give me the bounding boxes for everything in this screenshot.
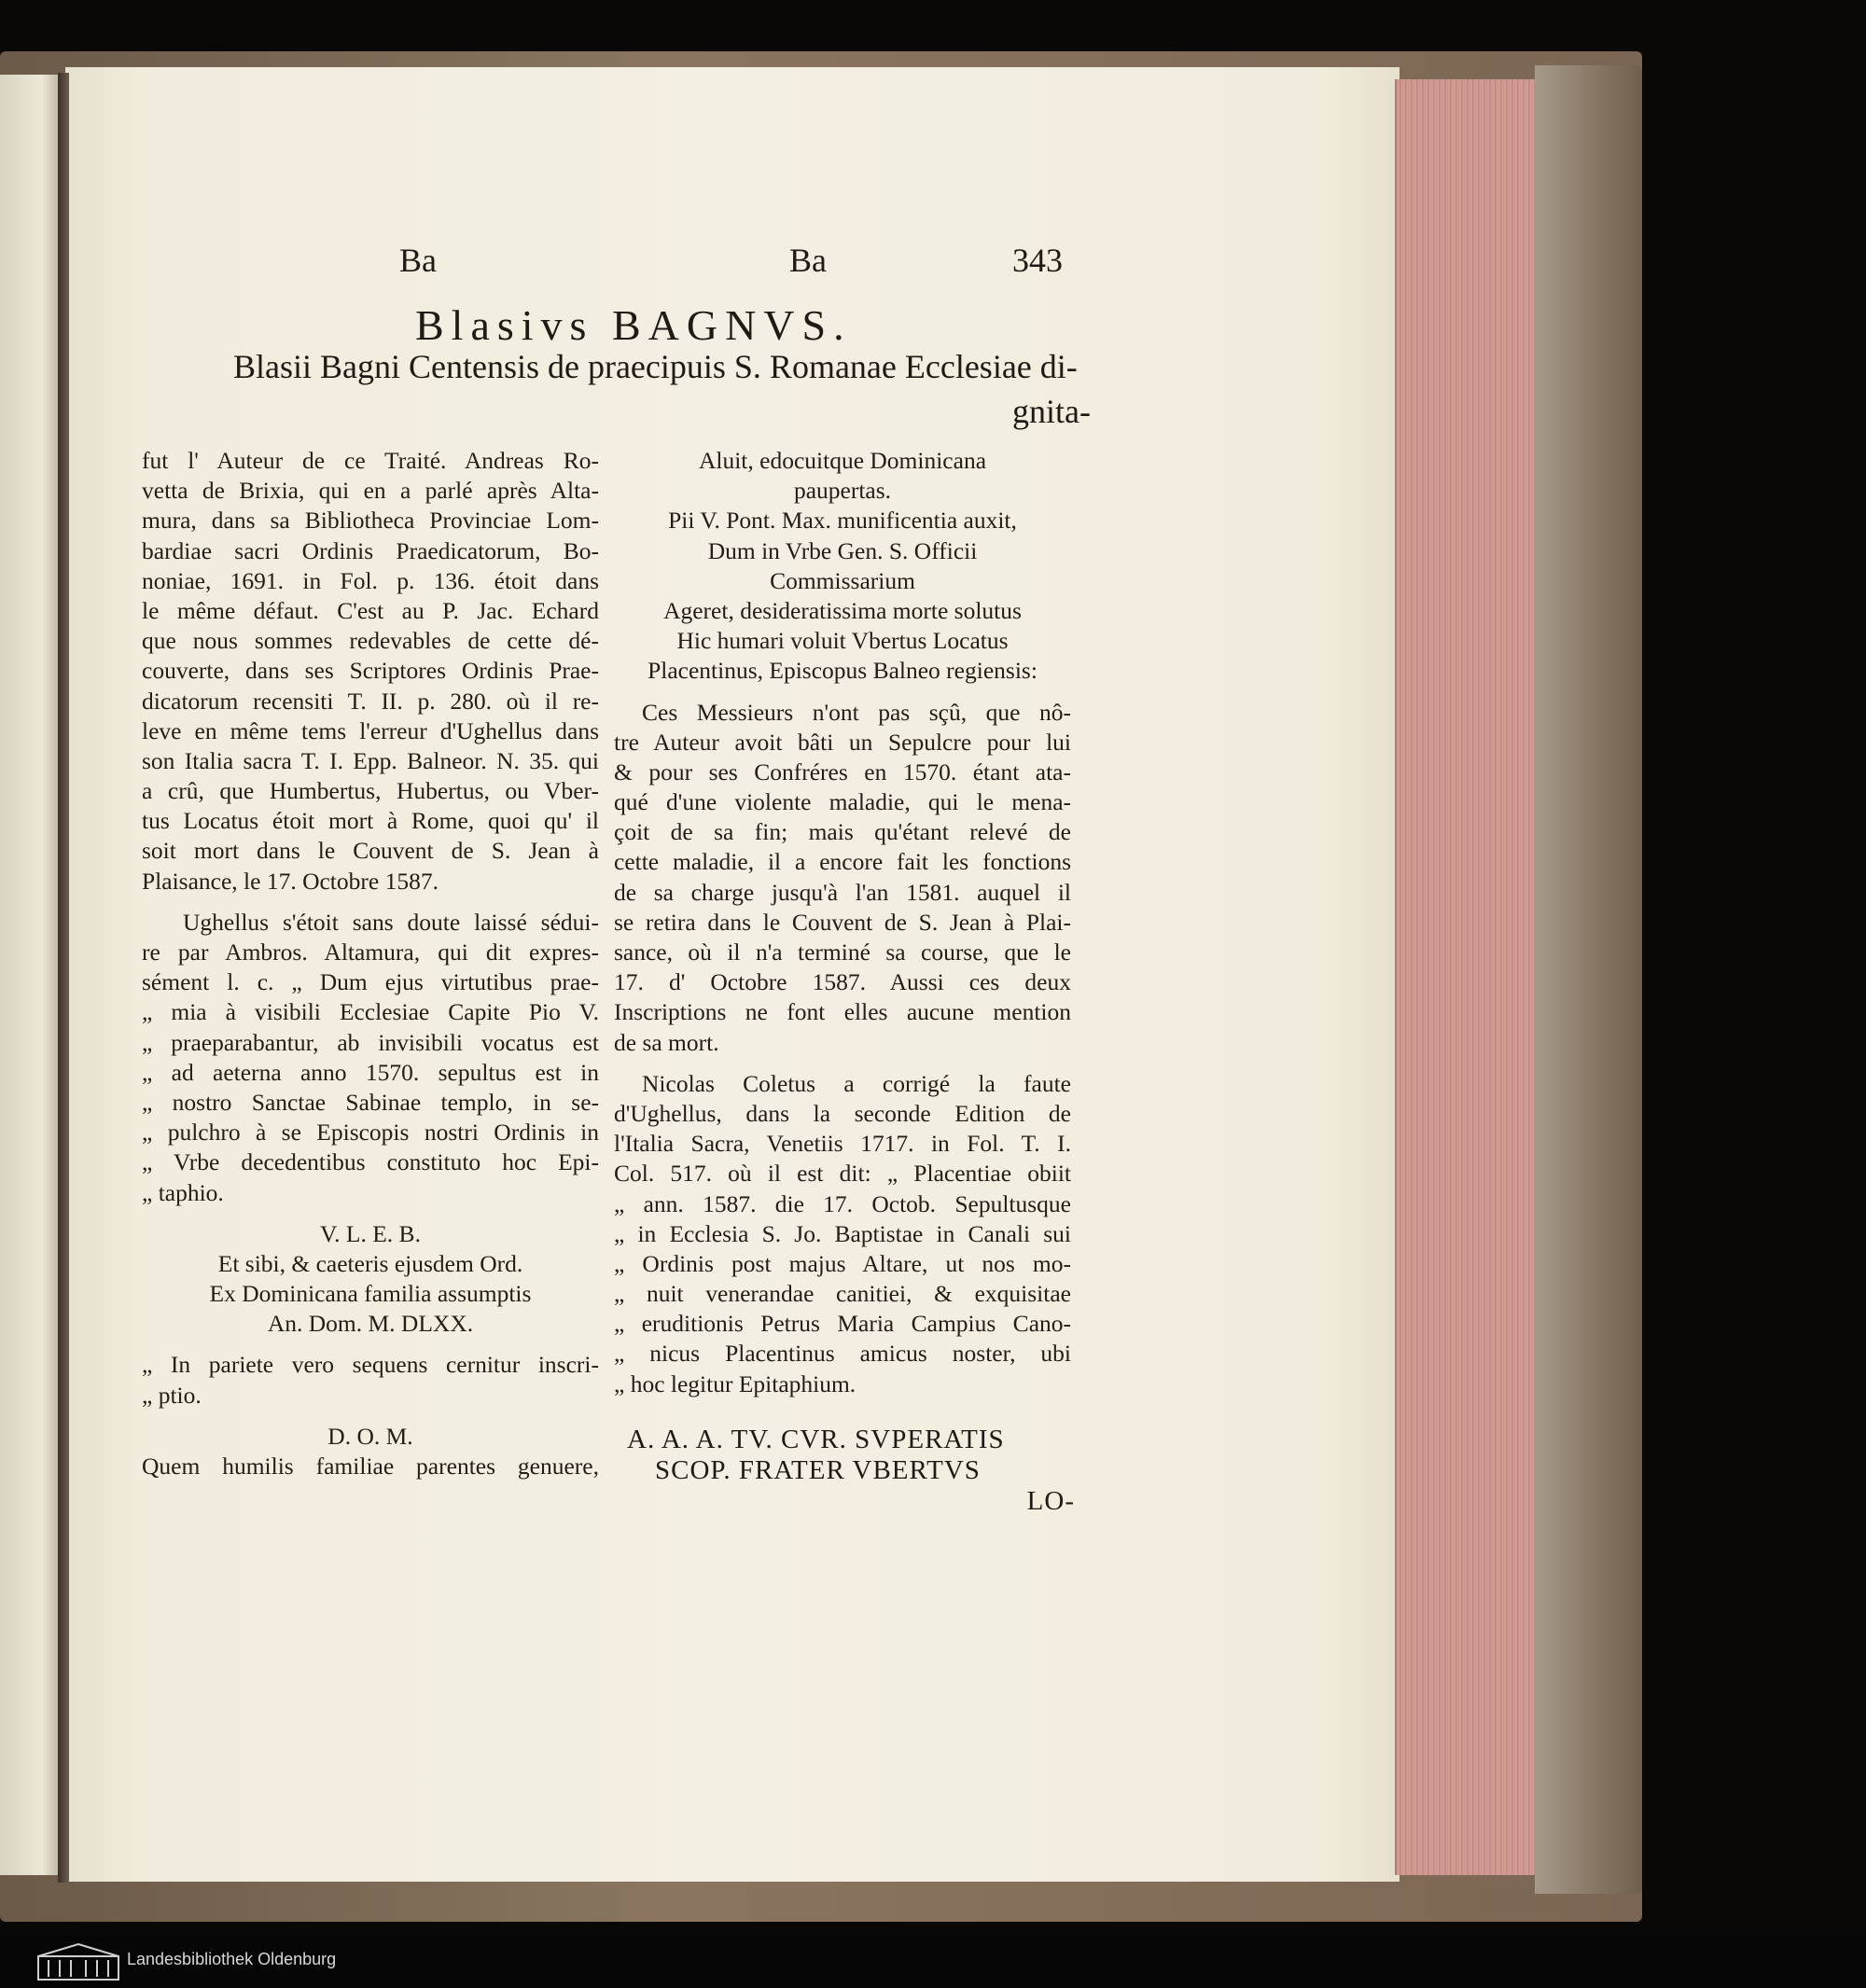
text-line: qué d'une violente maladie, qui le mena-	[614, 788, 1071, 816]
text-line: & pour ses Confréres en 1570. étant ata-	[614, 758, 1071, 785]
text-line: „ nostro Sanctae Sabinae templo, in se-	[142, 1088, 599, 1116]
gutter	[58, 73, 69, 1883]
running-head-center: Ba	[789, 242, 827, 279]
text-line: a crû, que Humbertus, Hubertus, ou Vber-	[142, 777, 599, 805]
epitaph-line: paupertas.	[793, 477, 892, 505]
text-line: dicatorum recensiti T. II. p. 280. où il re-	[142, 687, 599, 715]
text-line: „ pulchro à se Episcopis nostri Ordinis in	[142, 1119, 599, 1147]
page-number: 343	[1012, 242, 1063, 279]
entry-subtitle-continuation: gnita-	[1012, 393, 1091, 430]
text-line: „ in Ecclesia S. Jo. Baptistae in Canali sui	[614, 1219, 1071, 1247]
text-line: de sa charge jusqu'à l'an 1581. auquel il	[614, 878, 1071, 906]
text-line: „ mia à visibili Ecclesiae Capite Pio V.	[142, 998, 599, 1026]
epitaph-line: Pii V. Pont. Max. munificentia auxit,	[668, 507, 1017, 535]
text-line: bardiae sacri Ordinis Praedicatorum, Bo-	[142, 536, 599, 564]
text-line: mura, dans sa Bibliotheca Provinciae Lom-	[142, 507, 599, 535]
text-line: Col. 517. où il est dit: „ Placentiae obiit	[614, 1160, 1071, 1188]
page-edges	[1395, 79, 1537, 1875]
entry-subtitle: Blasii Bagni Centensis de praecipuis S. Romanae Ecclesiae di-	[233, 348, 1078, 385]
text-line: „ Ordinis post majus Altare, ut nos mo-	[614, 1249, 1071, 1277]
left-page-edge	[0, 75, 61, 1875]
entry-title: Blasivs BAGNVS.	[415, 301, 852, 349]
footer-bar	[0, 1936, 1866, 1988]
epitaph-line: Ageret, desideratissima morte solutus	[663, 596, 1022, 624]
text-line: re par Ambros. Altamura, qui dit expres-	[142, 938, 599, 966]
text-line: Nicolas Coletus a corrigé la faute	[642, 1069, 1071, 1097]
library-name: Landesbibliothek Oldenburg	[127, 1950, 337, 1968]
epitaph-line: Hic humari voluit Vbertus Locatus	[676, 627, 1009, 655]
text-line: se retira dans le Couvent de S. Jean à Plai-	[614, 908, 1071, 936]
text-line: d'Ughellus, dans la seconde Edition de	[614, 1099, 1071, 1127]
inscription-heading: D. O. M.	[327, 1422, 413, 1450]
epitaph-line: Aluit, edocuitque Dominicana	[698, 447, 987, 474]
inscription-line: V. L. E. B.	[320, 1219, 421, 1247]
epitaph-capitals-line: SCOP. FRATER VBERTVS	[655, 1455, 981, 1485]
text-line: vetta de Brixia, qui en a parlé après Alta-	[142, 477, 599, 505]
catchword: LO-	[1026, 1486, 1075, 1516]
text-line: son Italia sacra T. I. Epp. Balneor. N. 35. qui	[142, 746, 599, 774]
library-building-icon	[37, 1943, 119, 1981]
epitaph-line: Dum in Vrbe Gen. S. Officii	[707, 536, 978, 564]
text-line: de sa mort.	[614, 1028, 719, 1056]
inscription-line: Et sibi, & caeteris ejusdem Ord.	[217, 1249, 523, 1277]
text-line: çoit de sa fin; mais qu'étant relevé de	[614, 818, 1071, 846]
text-line: Ces Messieurs n'ont pas sçû, que nô-	[642, 698, 1071, 726]
text-line: tre Auteur avoit bâti un Sepulcre pour lui	[614, 728, 1071, 756]
text-line: noniae, 1691. in Fol. p. 136. étoit dans	[142, 566, 599, 594]
text-line: que nous sommes redevables de cette dé-	[142, 627, 599, 655]
epitaph-capitals	[627, 1425, 1075, 1517]
epitaph-line: Commissarium	[770, 566, 915, 594]
text-line: 17. d' Octobre 1587. Aussi ces deux	[614, 968, 1071, 996]
inscription-line: An. Dom. M. DLXX.	[267, 1310, 474, 1338]
left-column	[142, 446, 599, 1481]
epitaph-line: Placentinus, Episcopus Balneo regiensis:	[648, 657, 1037, 685]
text-line: Quem humilis familiae parentes genuere,	[142, 1453, 599, 1480]
text-line: tus Locatus étoit mort à Rome, quoi qu' il	[142, 807, 599, 835]
text-line: fut l' Auteur de ce Traité. Andreas Ro-	[142, 447, 599, 474]
text-line: le même défaut. C'est au P. Jac. Echard	[142, 596, 599, 624]
text-line: sément l. c. „ Dum ejus virtutibus prae-	[142, 968, 599, 996]
right-column	[614, 446, 1071, 1399]
text-line: „ nuit venerandae canitiei, & exquisitae	[614, 1280, 1071, 1308]
text-line: sance, où il n'a terminé sa course, que le	[614, 938, 1071, 966]
text-line: „ praeparabantur, ab invisibili vocatus est	[142, 1028, 599, 1056]
cover-edge	[1535, 65, 1642, 1894]
text-line: „ nicus Placentinus amicus noster, ubi	[614, 1340, 1071, 1368]
text-line: „ taphio.	[142, 1178, 224, 1206]
text-line: l'Italia Sacra, Venetiis 1717. in Fol. T. I.	[614, 1130, 1071, 1158]
running-head-left: Ba	[399, 242, 437, 279]
inscription-line: Ex Dominicana familia assumptis	[209, 1280, 532, 1308]
text-line: „ ad aeterna anno 1570. sepultus est in	[142, 1058, 599, 1086]
text-line: couverte, dans ses Scriptores Ordinis Prae-	[142, 657, 599, 685]
text-line: „ ann. 1587. die 17. Octob. Sepultusque	[614, 1189, 1071, 1217]
text-line: cette maladie, il a encore fait les fonctions	[614, 848, 1071, 876]
text-line: „ eruditionis Petrus Maria Campius Cano-	[614, 1310, 1071, 1338]
text-line: „ ptio.	[142, 1381, 202, 1409]
text-line: Ughellus s'étoit sans doute laissé sédui-	[183, 908, 599, 936]
text-line: Plaisance, le 17. Octobre 1587.	[142, 867, 439, 895]
text-line: Inscriptions ne font elles aucune mention	[614, 998, 1071, 1026]
text-line: „ hoc legitur Epitaphium.	[614, 1369, 856, 1397]
text-line: „ Vrbe decedentibus constituto hoc Epi-	[142, 1148, 599, 1176]
text-line: leve en même tems l'erreur d'Ughellus dans	[142, 716, 599, 744]
text-line: soit mort dans le Couvent de S. Jean à	[142, 837, 599, 865]
text-line: „ In pariete vero sequens cernitur inscri-	[142, 1351, 599, 1379]
epitaph-capitals-line: A. A. A. TV. CVR. SVPERATIS	[627, 1425, 1005, 1454]
